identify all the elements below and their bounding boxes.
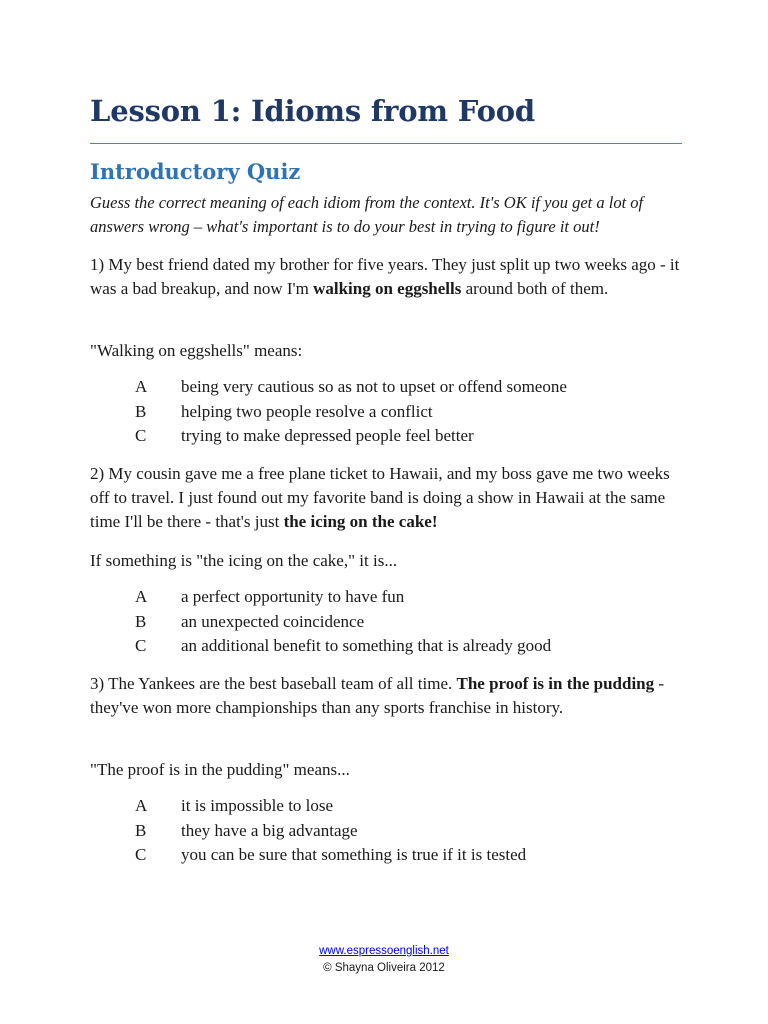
option-text: a perfect opportunity to have fun: [181, 587, 405, 606]
question-3: [90, 672, 682, 720]
option-letter: A: [135, 587, 148, 606]
question-1: [90, 253, 682, 301]
option-row: [135, 375, 682, 400]
option-row: [135, 794, 682, 819]
option-letter: A: [135, 377, 148, 396]
option-row: [135, 843, 682, 868]
website-link[interactable]: www.espressoenglish.net: [319, 945, 449, 957]
option-row: [135, 819, 682, 844]
option-letter: B: [135, 401, 147, 421]
question-3-prompt: "The proof is in the pudding" means...: [90, 760, 350, 779]
question-1-text-post: around both of them.: [461, 279, 609, 298]
copyright-notice: © Shayna Oliveira 2012: [323, 962, 445, 974]
title-divider: [90, 143, 682, 144]
question-2-prompt: If something is "the icing on the cake," it is...: [90, 551, 398, 570]
option-letter: C: [135, 636, 147, 655]
quiz-instructions: Guess the correct meaning of each idiom from the context. It's OK if you get a lot of answers wrong – what's important is to do your best in trying to figure it out!: [90, 193, 644, 236]
option-letter: B: [135, 820, 147, 840]
option-letter: A: [135, 796, 148, 815]
question-3-idiom: The proof is in the pudding: [456, 674, 655, 693]
question-1-options: [135, 375, 682, 449]
option-text: an additional benefit to something that is already good: [181, 636, 552, 655]
option-text: you can be sure that something is true if it is tested: [181, 845, 527, 864]
lesson-title: Lesson 1: Idioms from Food: [90, 94, 535, 128]
option-letter: C: [135, 426, 147, 445]
question-2-text-pre: 2) My cousin gave me a free plane ticket to Hawaii, and my boss gave me two weeks off to travel. I just found out my favorite band is doing a show in Hawaii at the same time I'll be there - that's just: [90, 464, 670, 531]
option-text: an unexpected coincidence: [181, 611, 365, 631]
question-3-options: [135, 794, 682, 868]
question-1-idiom: walking on eggshells: [313, 279, 462, 298]
option-text: being very cautious so as not to upset or offend someone: [181, 377, 567, 396]
option-text: it is impossible to lose: [181, 796, 334, 815]
option-row: [135, 400, 682, 425]
option-letter: B: [135, 611, 147, 631]
question-1-text-pre: 1) My best friend dated my brother for five years. They just split up two weeks ago - it was a bad breakup, and now I'm: [90, 255, 680, 298]
option-row: [135, 424, 682, 449]
question-3-text-post: - they've won more championships than any sports franchise in history.: [90, 674, 665, 717]
question-2-idiom: the icing on the cake!: [283, 512, 438, 531]
option-text: they have a big advantage: [181, 820, 358, 840]
question-2-options: [135, 585, 682, 659]
option-text: trying to make depressed people feel better: [181, 426, 474, 445]
option-row: [135, 585, 682, 610]
option-text: helping two people resolve a conflict: [181, 401, 433, 421]
option-letter: C: [135, 845, 147, 864]
question-2: [90, 462, 682, 534]
section-heading: Introductory Quiz: [90, 159, 301, 184]
question-1-prompt: "Walking on eggshells" means:: [90, 341, 303, 360]
question-3-text-pre: 3) The Yankees are the best baseball team of all time.: [90, 674, 457, 693]
option-row: [135, 610, 682, 635]
option-row: [135, 634, 682, 659]
